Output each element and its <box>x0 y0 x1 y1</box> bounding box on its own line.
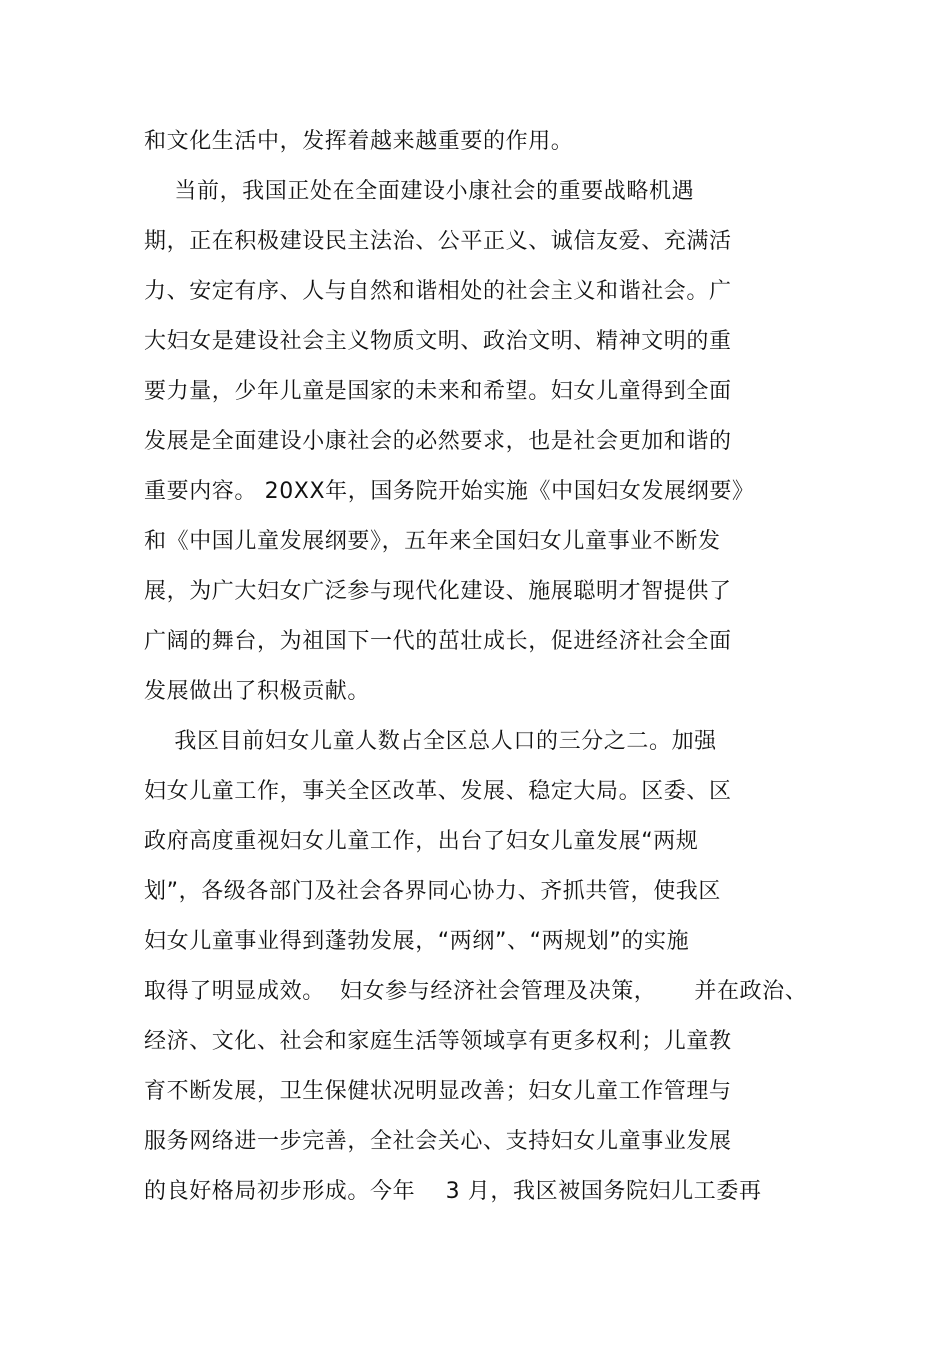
text-line: 服务网络进一步完善，全社会关心、支持妇女儿童事业发展 <box>144 1129 732 1154</box>
text-line: 政府高度重视妇女儿童工作，出台了妇女儿童发展“两规 <box>144 829 699 854</box>
text-line: 取得了明显成效。 妇女参与经济社会管理及决策， 并在政治、 <box>144 979 808 1004</box>
text-line: 当前，我国正处在全面建设小康社会的重要战略机遇 <box>144 179 695 204</box>
text-line: 广阔的舞台，为祖国下一代的茁壮成长，促进经济社会全面 <box>144 629 732 654</box>
text-line: 妇女儿童工作，事关全区改革、发展、稳定大局。区委、区 <box>144 779 732 804</box>
text-line: 重要内容。 20XX年，国务院开始实施《中国妇女发展纲要》 <box>144 479 755 504</box>
text-line: 力、安定有序、人与自然和谐相处的社会主义和谐社会。广 <box>144 279 732 304</box>
text-line: 经济、文化、社会和家庭生活等领域享有更多权利；儿童教 <box>144 1029 732 1054</box>
text-line: 大妇女是建设社会主义物质文明、政治文明、精神文明的重 <box>144 329 732 354</box>
text-line: 发展做出了积极贡献。 <box>144 679 371 704</box>
text-line: 期，正在积极建设民主法治、公平正义、诚信友爱、充满活 <box>144 229 732 254</box>
text-line: 和文化生活中，发挥着越来越重要的作用。 <box>144 129 574 154</box>
body-text <box>144 120 808 1220</box>
text-line: 妇女儿童事业得到蓬勃发展，“两纲”、“两规划”的实施 <box>144 929 690 954</box>
text-line: 划”，各级各部门及社会各界同心协力、齐抓共管，使我区 <box>144 879 721 904</box>
text-line: 展，为广大妇女广泛参与现代化建设、施展聪明才智提供了 <box>144 579 732 604</box>
text-line: 的良好格局初步形成。今年 3 月，我区被国务院妇儿工委再 <box>144 1179 762 1204</box>
text-line: 要力量，少年儿童是国家的未来和希望。妇女儿童得到全面 <box>144 379 732 404</box>
text-line: 发展是全面建设小康社会的必然要求，也是社会更加和谐的 <box>144 429 732 454</box>
text-line: 我区目前妇女儿童人数占全区总人口的三分之二。加强 <box>144 729 717 754</box>
text-line: 育不断发展，卫生保健状况明显改善；妇女儿童工作管理与 <box>144 1079 732 1104</box>
text-line: 和《中国儿童发展纲要》，五年来全国妇女儿童事业不断发 <box>144 529 721 554</box>
